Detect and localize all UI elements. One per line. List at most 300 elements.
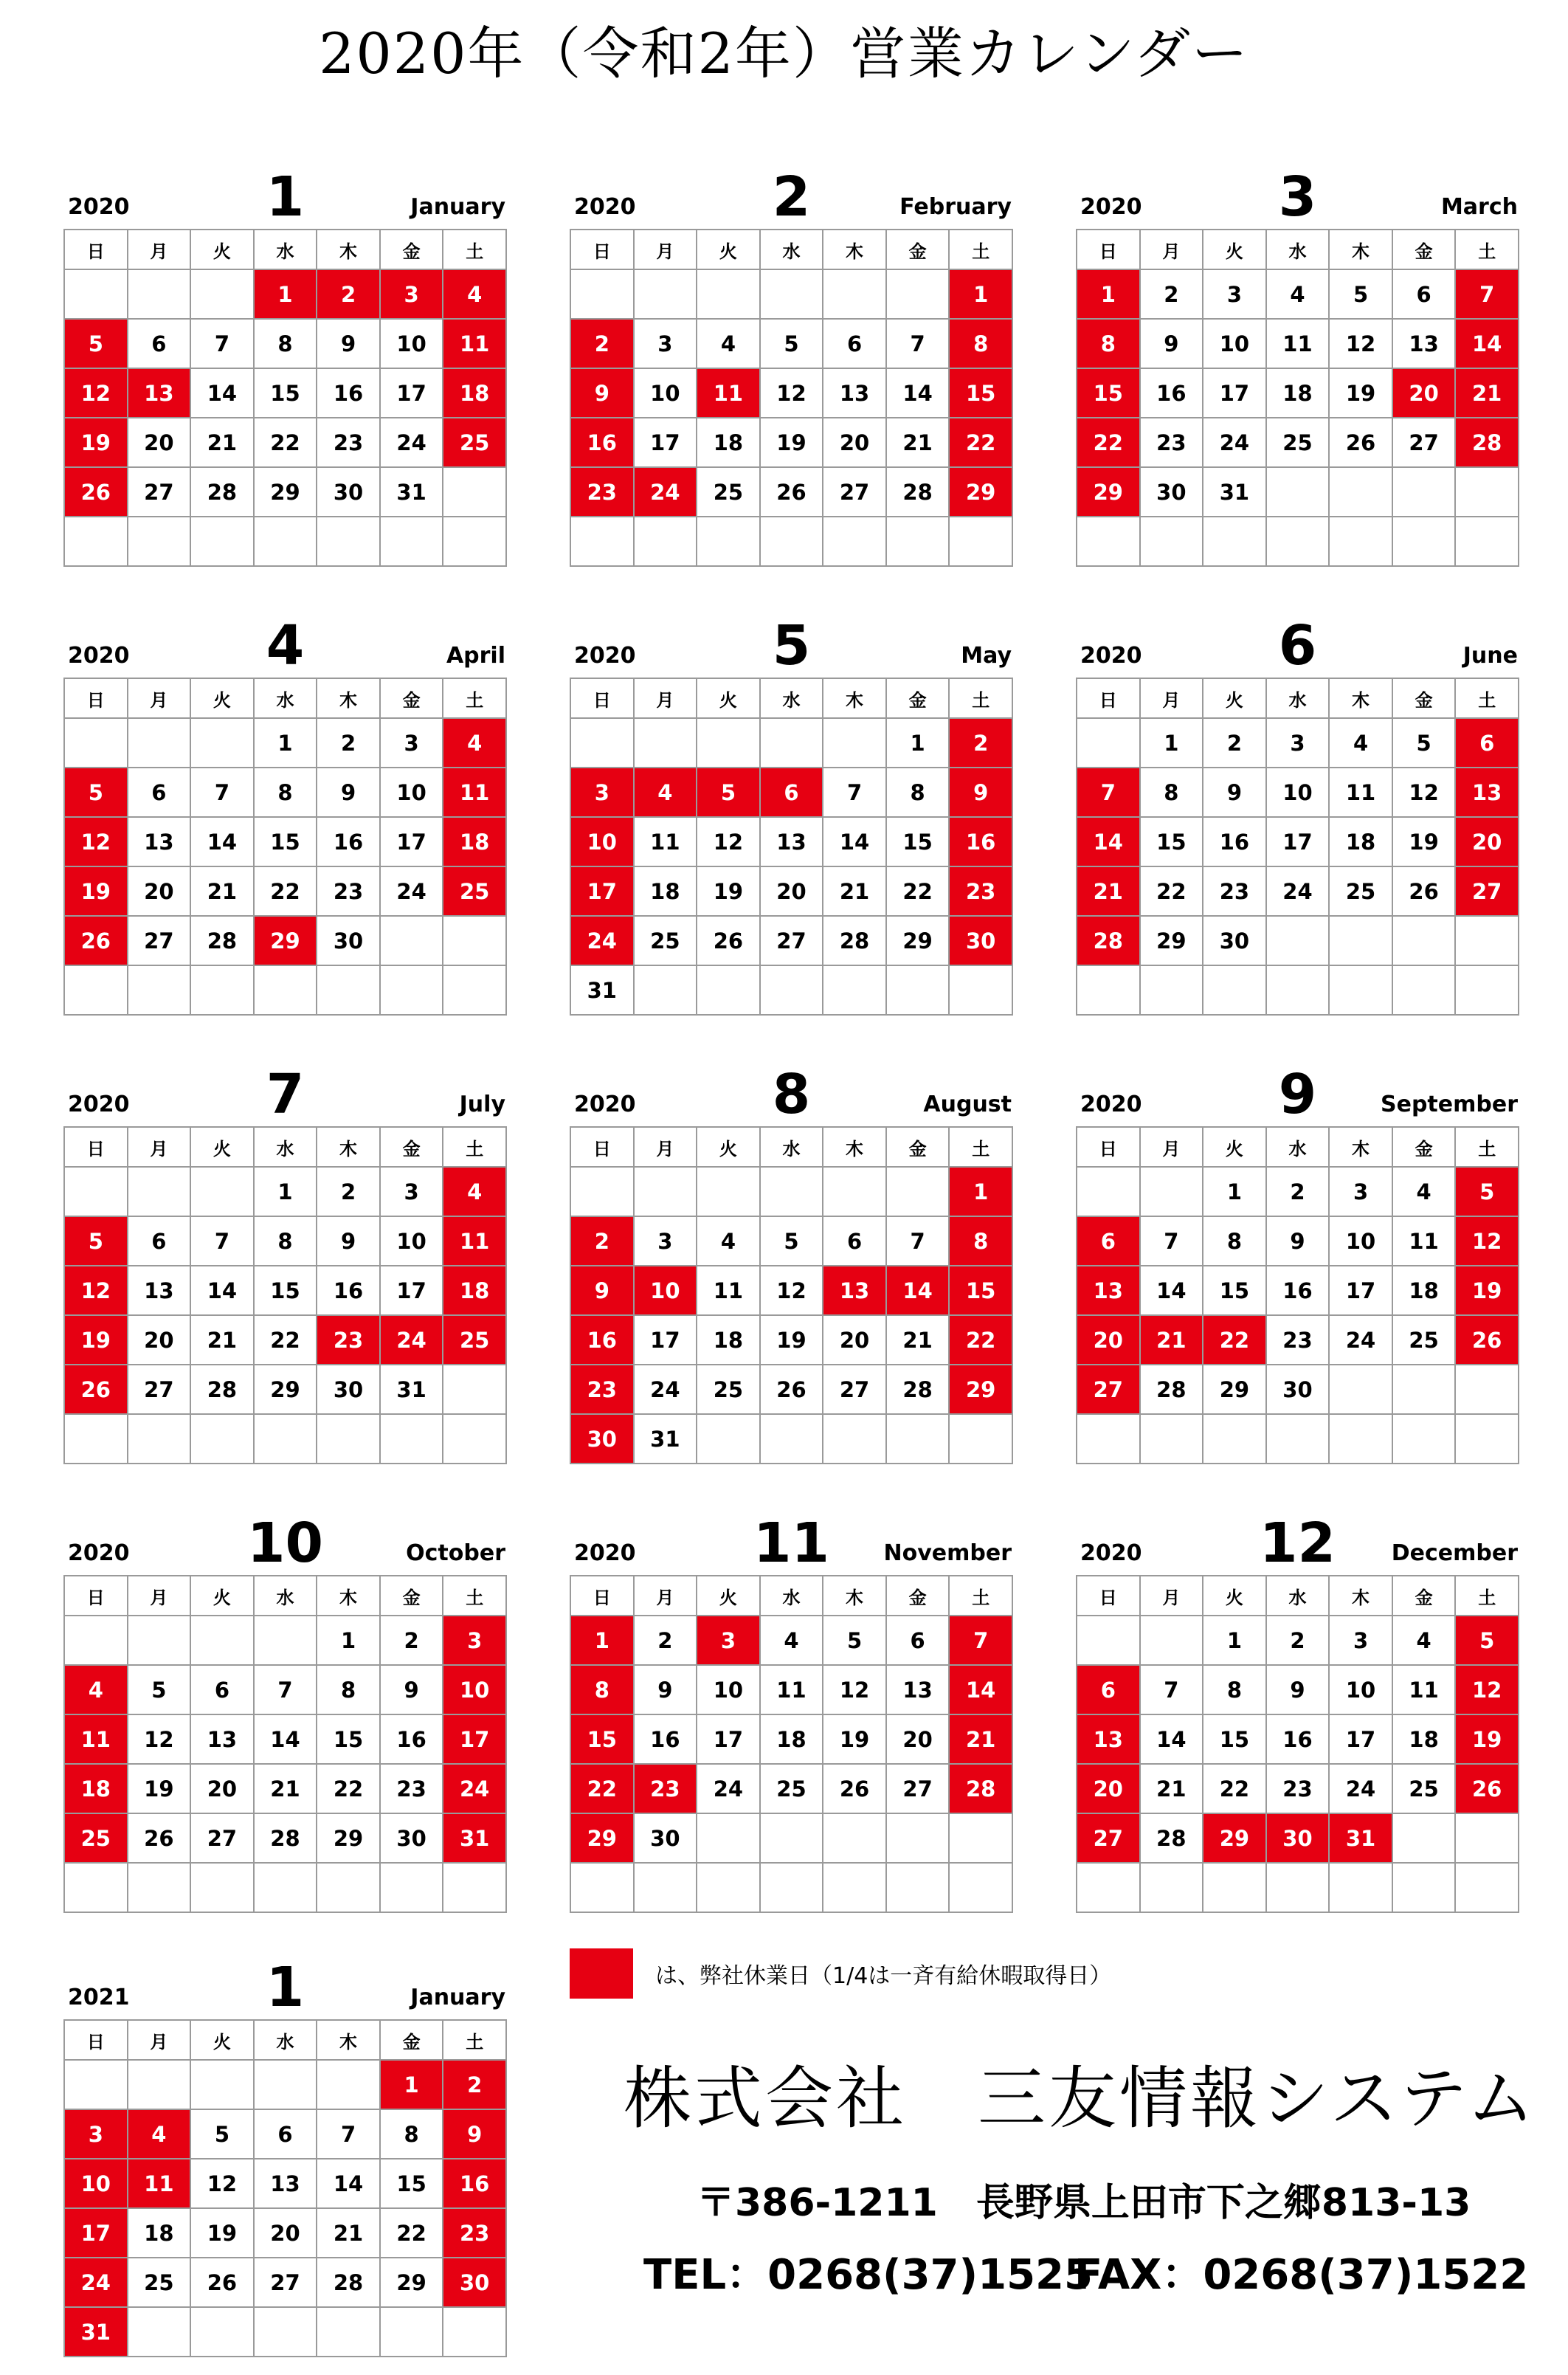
day-cell: 15 bbox=[380, 2159, 443, 2208]
week-row bbox=[64, 1714, 506, 1764]
month-english-name: June bbox=[1462, 643, 1518, 669]
day-cell: 30 bbox=[634, 1813, 697, 1863]
day-cell: 10 bbox=[1203, 319, 1266, 368]
day-cell: 16 bbox=[1203, 817, 1266, 866]
day-cell: 21 bbox=[190, 418, 254, 467]
weekday-header: 土 bbox=[443, 2020, 506, 2060]
weekday-header: 月 bbox=[634, 230, 697, 269]
day-cell: 28 bbox=[317, 2258, 380, 2307]
day-cell: 13 bbox=[1392, 319, 1456, 368]
month-grid bbox=[63, 229, 507, 567]
company-address: 〒386-1211 長野県上田市下之郷813-13 bbox=[697, 2181, 1471, 2225]
holiday-day-cell: 24 bbox=[380, 1315, 443, 1365]
day-cell: 10 bbox=[1329, 1216, 1392, 1266]
weekday-header: 火 bbox=[190, 678, 254, 718]
holiday-day-cell: 11 bbox=[443, 1216, 506, 1266]
weekday-header: 土 bbox=[1455, 678, 1519, 718]
empty-cell bbox=[1077, 1167, 1140, 1216]
holiday-day-cell: 21 bbox=[949, 1714, 1012, 1764]
company-name: 株式会社 三友情報システム bbox=[624, 2059, 1538, 2138]
day-cell: 4 bbox=[1329, 718, 1392, 768]
empty-cell bbox=[1455, 916, 1519, 965]
month-year: 2020 bbox=[574, 643, 636, 669]
month-number: 1 bbox=[266, 1956, 305, 2019]
month-header bbox=[1076, 140, 1519, 229]
week-row bbox=[64, 1616, 506, 1665]
day-cell: 24 bbox=[380, 418, 443, 467]
holiday-day-cell: 16 bbox=[949, 817, 1012, 866]
empty-cell bbox=[1077, 517, 1140, 566]
holiday-day-cell: 1 bbox=[570, 1616, 634, 1665]
empty-cell bbox=[634, 517, 697, 566]
week-row bbox=[570, 965, 1012, 1015]
week-row bbox=[64, 866, 506, 916]
holiday-day-cell: 23 bbox=[317, 1315, 380, 1365]
week-row bbox=[64, 1414, 506, 1464]
empty-cell bbox=[190, 1414, 254, 1464]
empty-cell bbox=[128, 965, 191, 1015]
empty-cell bbox=[190, 1167, 254, 1216]
holiday-day-cell: 22 bbox=[1077, 418, 1140, 467]
empty-cell bbox=[697, 718, 760, 768]
day-cell: 7 bbox=[254, 1665, 317, 1714]
month-english-name: March bbox=[1440, 194, 1518, 220]
empty-cell bbox=[254, 2060, 317, 2109]
month-header bbox=[570, 140, 1013, 229]
holiday-day-cell: 25 bbox=[64, 1813, 128, 1863]
holiday-day-cell: 29 bbox=[1077, 467, 1140, 517]
holiday-day-cell: 2 bbox=[443, 2060, 506, 2109]
holiday-day-cell: 13 bbox=[1077, 1266, 1140, 1315]
month-calendar bbox=[63, 1486, 507, 1913]
day-cell: 4 bbox=[697, 319, 760, 368]
month-calendar bbox=[570, 1486, 1013, 1913]
day-cell: 29 bbox=[254, 467, 317, 517]
day-cell: 27 bbox=[760, 916, 823, 965]
empty-cell bbox=[1140, 1167, 1203, 1216]
month-grid bbox=[570, 1126, 1013, 1464]
day-cell: 17 bbox=[634, 1315, 697, 1365]
empty-cell bbox=[570, 718, 634, 768]
holiday-day-cell: 30 bbox=[443, 2258, 506, 2307]
empty-cell bbox=[760, 1167, 823, 1216]
weekday-header: 日 bbox=[64, 230, 128, 269]
week-row bbox=[570, 319, 1012, 368]
day-cell: 9 bbox=[380, 1665, 443, 1714]
day-cell: 15 bbox=[1203, 1266, 1266, 1315]
empty-cell bbox=[634, 718, 697, 768]
holiday-day-cell: 5 bbox=[64, 319, 128, 368]
holiday-day-cell: 30 bbox=[570, 1414, 634, 1464]
week-row bbox=[1077, 368, 1519, 418]
holiday-day-cell: 4 bbox=[443, 718, 506, 768]
empty-cell bbox=[823, 517, 886, 566]
weekday-header: 火 bbox=[190, 1127, 254, 1167]
day-cell: 24 bbox=[1329, 1315, 1392, 1365]
empty-cell bbox=[64, 517, 128, 566]
weekday-header: 金 bbox=[1392, 678, 1456, 718]
empty-cell bbox=[1266, 1414, 1330, 1464]
week-row bbox=[1077, 1315, 1519, 1365]
month-number: 4 bbox=[266, 614, 305, 678]
day-cell: 29 bbox=[380, 2258, 443, 2307]
week-row bbox=[1077, 718, 1519, 768]
month-calendar bbox=[570, 589, 1013, 1016]
month-english-name: February bbox=[899, 194, 1012, 220]
holiday-day-cell: 23 bbox=[443, 2208, 506, 2258]
month-calendar bbox=[63, 140, 507, 567]
holiday-day-cell: 31 bbox=[1329, 1813, 1392, 1863]
day-cell: 21 bbox=[1140, 1764, 1203, 1813]
empty-cell bbox=[886, 965, 950, 1015]
month-grid bbox=[63, 1575, 507, 1913]
day-cell: 14 bbox=[1140, 1266, 1203, 1315]
empty-cell bbox=[634, 1863, 697, 1912]
day-cell: 5 bbox=[128, 1665, 191, 1714]
holiday-day-cell: 18 bbox=[443, 817, 506, 866]
day-cell: 7 bbox=[190, 1216, 254, 1266]
day-cell: 22 bbox=[254, 418, 317, 467]
empty-cell bbox=[1392, 517, 1456, 566]
day-cell: 24 bbox=[380, 866, 443, 916]
day-cell: 22 bbox=[317, 1764, 380, 1813]
day-cell: 10 bbox=[380, 768, 443, 817]
empty-cell bbox=[1077, 718, 1140, 768]
empty-cell bbox=[128, 1863, 191, 1912]
day-cell: 27 bbox=[823, 1365, 886, 1414]
day-cell: 17 bbox=[380, 1266, 443, 1315]
holiday-day-cell: 26 bbox=[64, 1365, 128, 1414]
week-row bbox=[64, 2258, 506, 2307]
day-cell: 8 bbox=[1140, 768, 1203, 817]
weekday-header: 日 bbox=[1077, 1127, 1140, 1167]
week-row bbox=[570, 467, 1012, 517]
day-cell: 2 bbox=[1140, 269, 1203, 319]
month-english-name: October bbox=[406, 1540, 505, 1566]
weekday-header: 火 bbox=[190, 1576, 254, 1616]
holiday-day-cell: 6 bbox=[760, 768, 823, 817]
day-cell: 3 bbox=[1203, 269, 1266, 319]
day-cell: 13 bbox=[254, 2159, 317, 2208]
day-cell: 19 bbox=[1392, 817, 1456, 866]
day-cell: 29 bbox=[254, 1365, 317, 1414]
holiday-day-cell: 25 bbox=[443, 1315, 506, 1365]
empty-cell bbox=[380, 1863, 443, 1912]
day-cell: 14 bbox=[823, 817, 886, 866]
empty-cell bbox=[380, 1414, 443, 1464]
empty-cell bbox=[697, 1414, 760, 1464]
empty-cell bbox=[634, 1167, 697, 1216]
holiday-day-cell: 26 bbox=[1455, 1315, 1519, 1365]
day-cell: 18 bbox=[128, 2208, 191, 2258]
week-row bbox=[64, 467, 506, 517]
holiday-day-cell: 7 bbox=[949, 1616, 1012, 1665]
day-cell: 16 bbox=[1266, 1714, 1330, 1764]
empty-cell bbox=[317, 965, 380, 1015]
week-row bbox=[570, 1167, 1012, 1216]
empty-cell bbox=[1140, 1863, 1203, 1912]
holiday-day-cell: 22 bbox=[949, 418, 1012, 467]
week-row bbox=[1077, 517, 1519, 566]
weekday-header: 月 bbox=[1140, 1576, 1203, 1616]
weekday-header: 水 bbox=[1266, 678, 1330, 718]
empty-cell bbox=[823, 1813, 886, 1863]
day-cell: 3 bbox=[1266, 718, 1330, 768]
day-cell: 5 bbox=[823, 1616, 886, 1665]
day-cell: 4 bbox=[760, 1616, 823, 1665]
weekday-header: 土 bbox=[1455, 1127, 1519, 1167]
holiday-day-cell: 16 bbox=[443, 2159, 506, 2208]
day-cell: 21 bbox=[317, 2208, 380, 2258]
day-cell: 23 bbox=[380, 1764, 443, 1813]
holiday-day-cell: 28 bbox=[949, 1764, 1012, 1813]
day-cell: 5 bbox=[190, 2109, 254, 2159]
weekday-header: 金 bbox=[886, 1127, 950, 1167]
day-cell: 10 bbox=[380, 1216, 443, 1266]
holiday-day-cell: 25 bbox=[443, 866, 506, 916]
week-row bbox=[570, 1315, 1012, 1365]
week-row bbox=[64, 1813, 506, 1863]
holiday-day-cell: 23 bbox=[949, 866, 1012, 916]
month-grid bbox=[1076, 1575, 1519, 1913]
holiday-day-cell: 22 bbox=[570, 1764, 634, 1813]
day-cell: 30 bbox=[1266, 1365, 1330, 1414]
empty-cell bbox=[823, 269, 886, 319]
weekday-header: 木 bbox=[317, 230, 380, 269]
empty-cell bbox=[760, 1414, 823, 1464]
week-row bbox=[570, 817, 1012, 866]
holiday-day-cell: 9 bbox=[570, 1266, 634, 1315]
day-cell: 10 bbox=[697, 1665, 760, 1714]
empty-cell bbox=[697, 1863, 760, 1912]
empty-cell bbox=[1203, 1863, 1266, 1912]
day-cell: 1 bbox=[254, 718, 317, 768]
day-cell: 18 bbox=[760, 1714, 823, 1764]
month-header bbox=[63, 589, 507, 678]
week-row bbox=[64, 368, 506, 418]
empty-cell bbox=[1203, 965, 1266, 1015]
month-header bbox=[570, 1038, 1013, 1126]
week-row bbox=[570, 718, 1012, 768]
weekday-header: 日 bbox=[1077, 230, 1140, 269]
weekday-header: 火 bbox=[697, 230, 760, 269]
day-cell: 28 bbox=[190, 916, 254, 965]
holiday-day-cell: 14 bbox=[949, 1665, 1012, 1714]
weekday-header: 日 bbox=[64, 1576, 128, 1616]
holiday-day-cell: 29 bbox=[949, 467, 1012, 517]
day-cell: 19 bbox=[760, 1315, 823, 1365]
month-number: 12 bbox=[1260, 1511, 1336, 1575]
day-cell: 2 bbox=[380, 1616, 443, 1665]
day-cell: 25 bbox=[1392, 1764, 1456, 1813]
week-row bbox=[64, 517, 506, 566]
week-row bbox=[64, 1266, 506, 1315]
holiday-day-cell: 5 bbox=[697, 768, 760, 817]
week-row bbox=[570, 768, 1012, 817]
day-cell: 6 bbox=[823, 319, 886, 368]
day-cell: 20 bbox=[128, 418, 191, 467]
empty-cell bbox=[190, 718, 254, 768]
empty-cell bbox=[1329, 965, 1392, 1015]
holiday-day-cell: 27 bbox=[1077, 1813, 1140, 1863]
day-cell: 27 bbox=[128, 916, 191, 965]
holiday-day-cell: 23 bbox=[634, 1764, 697, 1813]
empty-cell bbox=[823, 718, 886, 768]
weekday-header: 火 bbox=[1203, 1127, 1266, 1167]
day-cell: 26 bbox=[1392, 866, 1456, 916]
week-row bbox=[64, 2109, 506, 2159]
empty-cell bbox=[317, 517, 380, 566]
week-row bbox=[570, 517, 1012, 566]
empty-cell bbox=[317, 2060, 380, 2109]
weekday-header: 月 bbox=[128, 2020, 191, 2060]
holiday-day-cell: 3 bbox=[570, 768, 634, 817]
day-cell: 8 bbox=[1203, 1216, 1266, 1266]
month-number: 1 bbox=[266, 165, 305, 229]
empty-cell bbox=[634, 965, 697, 1015]
weekday-header: 日 bbox=[570, 1576, 634, 1616]
holiday-day-cell: 11 bbox=[64, 1714, 128, 1764]
weekday-header: 日 bbox=[1077, 678, 1140, 718]
day-cell: 26 bbox=[128, 1813, 191, 1863]
day-cell: 29 bbox=[886, 916, 950, 965]
day-cell: 19 bbox=[697, 866, 760, 916]
day-cell: 12 bbox=[760, 368, 823, 418]
holiday-day-cell: 10 bbox=[634, 1266, 697, 1315]
weekday-header: 月 bbox=[128, 230, 191, 269]
weekday-header: 土 bbox=[949, 1576, 1012, 1616]
day-cell: 15 bbox=[254, 368, 317, 418]
weekday-header: 土 bbox=[443, 678, 506, 718]
day-cell: 30 bbox=[317, 467, 380, 517]
holiday-day-cell: 20 bbox=[1077, 1315, 1140, 1365]
day-cell: 28 bbox=[254, 1813, 317, 1863]
weekday-header: 水 bbox=[760, 1576, 823, 1616]
day-cell: 23 bbox=[1140, 418, 1203, 467]
day-cell: 22 bbox=[1140, 866, 1203, 916]
day-cell: 22 bbox=[254, 1315, 317, 1365]
day-cell: 6 bbox=[128, 1216, 191, 1266]
day-cell: 8 bbox=[886, 768, 950, 817]
month-header bbox=[570, 589, 1013, 678]
holiday-day-cell: 7 bbox=[1077, 768, 1140, 817]
day-cell: 30 bbox=[317, 1365, 380, 1414]
holiday-day-cell: 22 bbox=[1203, 1315, 1266, 1365]
day-cell: 31 bbox=[634, 1414, 697, 1464]
holiday-day-cell: 1 bbox=[949, 269, 1012, 319]
week-row bbox=[1077, 1167, 1519, 1216]
weekday-header: 土 bbox=[1455, 230, 1519, 269]
day-cell: 5 bbox=[1329, 269, 1392, 319]
day-cell: 3 bbox=[634, 319, 697, 368]
holiday-day-cell: 13 bbox=[128, 368, 191, 418]
day-cell: 20 bbox=[760, 866, 823, 916]
empty-cell bbox=[64, 1414, 128, 1464]
day-cell: 5 bbox=[1392, 718, 1456, 768]
holiday-day-cell: 6 bbox=[1077, 1665, 1140, 1714]
empty-cell bbox=[254, 2307, 317, 2357]
holiday-day-cell: 14 bbox=[886, 1266, 950, 1315]
week-row bbox=[1077, 965, 1519, 1015]
holiday-day-cell: 5 bbox=[1455, 1616, 1519, 1665]
holiday-day-cell: 17 bbox=[64, 2208, 128, 2258]
holiday-day-cell: 21 bbox=[1077, 866, 1140, 916]
day-cell: 21 bbox=[190, 866, 254, 916]
holiday-day-cell: 2 bbox=[949, 718, 1012, 768]
weekday-header: 水 bbox=[760, 230, 823, 269]
day-cell: 17 bbox=[380, 368, 443, 418]
holiday-day-cell: 16 bbox=[570, 1315, 634, 1365]
empty-cell bbox=[1455, 517, 1519, 566]
weekday-header: 木 bbox=[1329, 678, 1392, 718]
day-cell: 26 bbox=[697, 916, 760, 965]
day-cell: 14 bbox=[254, 1714, 317, 1764]
empty-cell bbox=[886, 1863, 950, 1912]
empty-cell bbox=[886, 517, 950, 566]
month-number: 10 bbox=[247, 1511, 323, 1575]
day-cell: 26 bbox=[1329, 418, 1392, 467]
empty-cell bbox=[886, 1167, 950, 1216]
holiday-day-cell: 16 bbox=[570, 418, 634, 467]
weekday-header: 水 bbox=[1266, 1576, 1330, 1616]
day-cell: 1 bbox=[254, 1167, 317, 1216]
day-cell: 6 bbox=[254, 2109, 317, 2159]
day-cell: 24 bbox=[634, 1365, 697, 1414]
day-cell: 10 bbox=[1266, 768, 1330, 817]
day-cell: 31 bbox=[380, 1365, 443, 1414]
weekday-header: 火 bbox=[190, 230, 254, 269]
day-cell: 7 bbox=[823, 768, 886, 817]
day-cell: 21 bbox=[190, 1315, 254, 1365]
month-header bbox=[570, 1486, 1013, 1575]
weekday-header: 月 bbox=[634, 1576, 697, 1616]
empty-cell bbox=[949, 1863, 1012, 1912]
holiday-day-cell: 4 bbox=[634, 768, 697, 817]
weekday-header: 木 bbox=[823, 678, 886, 718]
day-cell: 23 bbox=[1266, 1315, 1330, 1365]
holiday-day-cell: 24 bbox=[634, 467, 697, 517]
day-cell: 9 bbox=[317, 1216, 380, 1266]
day-cell: 28 bbox=[886, 1365, 950, 1414]
holiday-day-cell: 2 bbox=[570, 1216, 634, 1266]
holiday-day-cell: 8 bbox=[949, 319, 1012, 368]
weekday-header: 月 bbox=[128, 1576, 191, 1616]
holiday-day-cell: 22 bbox=[949, 1315, 1012, 1365]
day-cell: 25 bbox=[1266, 418, 1330, 467]
day-cell: 14 bbox=[317, 2159, 380, 2208]
holiday-day-cell: 9 bbox=[443, 2109, 506, 2159]
day-cell: 15 bbox=[1203, 1714, 1266, 1764]
empty-cell bbox=[1455, 1813, 1519, 1863]
empty-cell bbox=[128, 718, 191, 768]
month-header bbox=[1076, 1038, 1519, 1126]
day-cell: 7 bbox=[317, 2109, 380, 2159]
day-cell: 15 bbox=[254, 817, 317, 866]
day-cell: 4 bbox=[1392, 1616, 1456, 1665]
holiday-day-cell: 4 bbox=[443, 1167, 506, 1216]
empty-cell bbox=[570, 1863, 634, 1912]
day-cell: 7 bbox=[886, 1216, 950, 1266]
holiday-day-cell: 24 bbox=[443, 1764, 506, 1813]
weekday-header: 金 bbox=[380, 1127, 443, 1167]
empty-cell bbox=[1203, 517, 1266, 566]
holiday-day-cell: 29 bbox=[1203, 1813, 1266, 1863]
day-cell: 17 bbox=[1203, 368, 1266, 418]
holiday-day-cell: 13 bbox=[1077, 1714, 1140, 1764]
day-cell: 3 bbox=[1329, 1167, 1392, 1216]
week-row bbox=[1077, 817, 1519, 866]
empty-cell bbox=[570, 1167, 634, 1216]
